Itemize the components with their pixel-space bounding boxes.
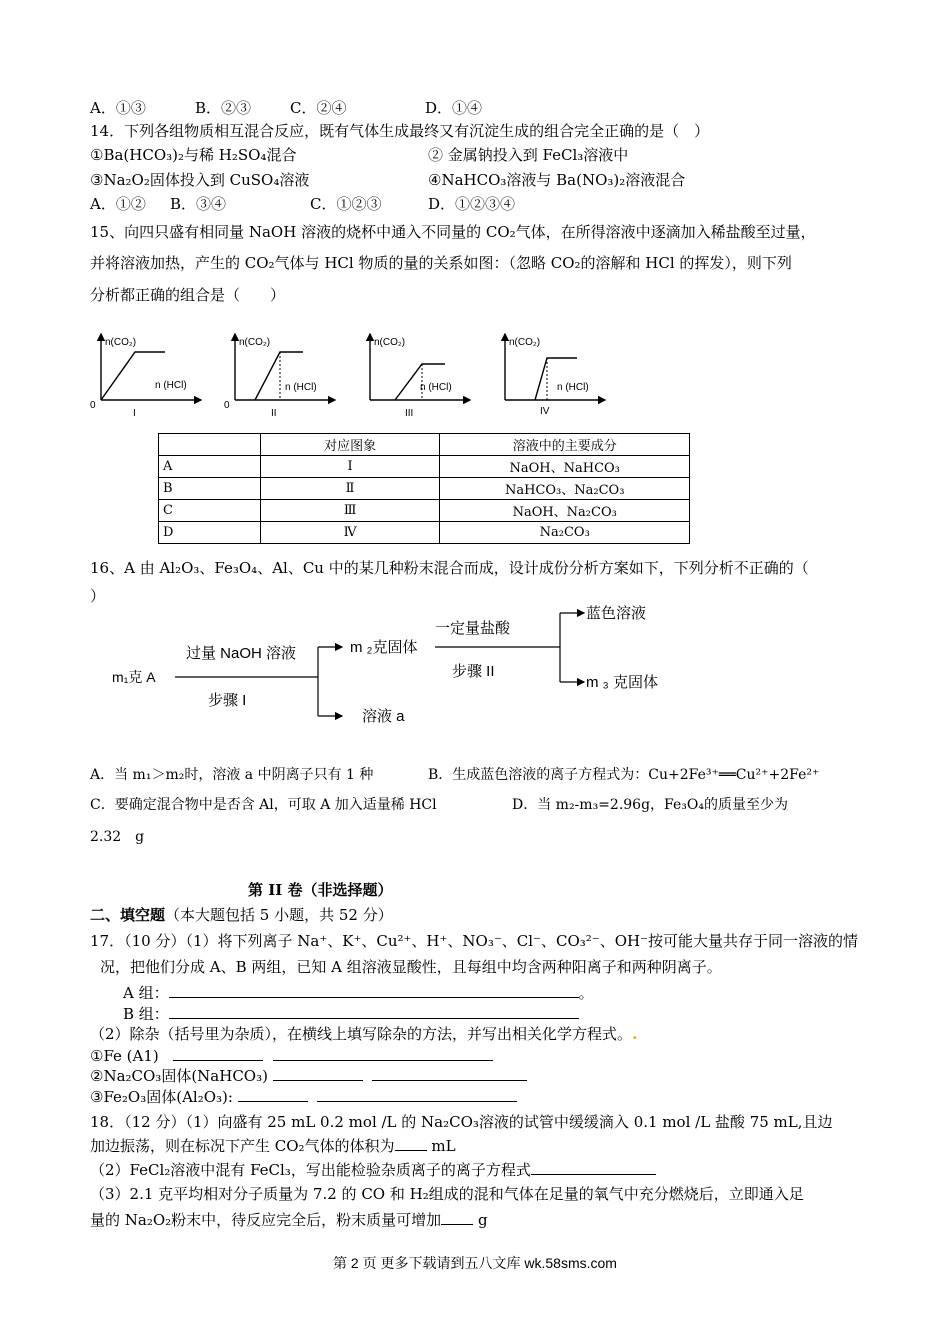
q17-group-b-label: B 组： bbox=[123, 1005, 169, 1023]
q18-line-1: 18．（12 分）（1）向盛有 25 mL 0.2 mol /L 的 Na₂CO₃溶液的试管中缓缓滴入 0.1 mol /L 盐酸 75 mL,且边 bbox=[90, 1113, 833, 1131]
q15-line-2: 并将溶液加热，产生的 CO₂气体与 HCl 物质的量的关系如图：（忽略 CO₂的溶解和 HCl 的挥发），则下列 bbox=[90, 254, 792, 272]
graph-3-xlabel: n (HCl) bbox=[420, 382, 452, 393]
q17-group-b bbox=[123, 1004, 579, 1024]
q16-line-1: 16、A 由 Al₂O₃、Fe₃O₄、Al、Cu 中的某几种粉末混合而成，设计成份分析方案如下，下列分析不正确的（ bbox=[90, 559, 809, 577]
q17-item-2-label: ②Na₂CO₃固体(NaHCO₃) bbox=[90, 1067, 268, 1085]
table-header-cell: 对应图象 bbox=[260, 434, 440, 456]
flow-solid-1: m ₂克固体 bbox=[350, 639, 418, 656]
q17-group-a-label: A 组： bbox=[123, 984, 169, 1002]
table-row bbox=[159, 456, 690, 478]
graph-1-origin: 0 bbox=[90, 400, 96, 411]
graph-1-label: I bbox=[133, 408, 136, 419]
graph-1 bbox=[90, 334, 201, 419]
graph-1-ylabel: n(CO₂) bbox=[105, 337, 137, 348]
table-cell: NaOH、Na₂CO₃ bbox=[440, 500, 690, 522]
section-2-title: 二、填空题 bbox=[90, 906, 166, 924]
flow-start: m₁克 A bbox=[112, 669, 156, 685]
table-row bbox=[159, 522, 690, 544]
q17-line-2: 况，把他们分成 A、B 两组，已知 A 组溶液显酸性，且每组中均含两种阳离子和两种阴离子。 bbox=[100, 958, 722, 976]
graph-2-origin: 0 bbox=[224, 400, 230, 411]
q18-line-2 bbox=[90, 1136, 456, 1156]
table-cell: NaHCO₃、Na₂CO₃ bbox=[440, 478, 690, 500]
q15-table bbox=[158, 433, 690, 544]
graph-2-label: II bbox=[271, 408, 277, 419]
table-cell: Na₂CO₃ bbox=[440, 522, 690, 544]
q17-item-2 bbox=[90, 1066, 527, 1086]
flow-solid-2: m ₃ 克固体 bbox=[586, 674, 658, 691]
q17-part-2 bbox=[90, 1024, 637, 1044]
table-header-cell: 溶液中的主要成分 bbox=[440, 434, 690, 456]
graph-4-ylabel: n(CO₂) bbox=[509, 337, 541, 348]
q18-line-5 bbox=[90, 1210, 488, 1230]
q18-line-2-text: 加边振荡，则在标况下产生 CO₂气体的体积为 bbox=[90, 1137, 395, 1155]
q17-part-2-text: （2）除杂（括号里为杂质），在横线上填写除杂的方法，并写出相关化学方程式。 bbox=[90, 1025, 633, 1043]
q13-option-b: B．②③ bbox=[195, 99, 252, 117]
q17-item-1-blank-equation[interactable] bbox=[273, 1046, 493, 1061]
graph-2-ylabel: n(CO₂) bbox=[239, 337, 271, 348]
q13-option-c: C．②④ bbox=[290, 99, 347, 117]
graph-2-xlabel: n (HCl) bbox=[285, 382, 317, 393]
q17-item-3-label: ③Fe₂O₃固体(Al₂O₃): bbox=[90, 1088, 233, 1106]
q16-flowchart bbox=[100, 595, 700, 735]
q18-mass-unit: g bbox=[477, 1211, 488, 1229]
graph-4-xlabel: n (HCl) bbox=[557, 382, 589, 393]
q17-item-1-blank-method[interactable] bbox=[173, 1046, 263, 1061]
q18-line-5-text: 量的 Na₂O₂粉末中，待反应完全后，粉末质量可增加 bbox=[90, 1211, 442, 1229]
table-cell: A bbox=[159, 456, 261, 478]
q14-option-d: D．①②③④ bbox=[428, 195, 516, 213]
q18-volume-unit: mL bbox=[431, 1137, 456, 1155]
part-2-title: 第 II 卷（非选择题） bbox=[248, 881, 393, 899]
q17-group-a-blank[interactable] bbox=[169, 983, 579, 998]
graph-2 bbox=[224, 334, 335, 419]
q14-item-2: ② 金属钠投入到 FeCl₃溶液中 bbox=[428, 146, 629, 164]
q18-line-4: （3）2.1 克平均相对分子质量为 7.2 的 CO 和 H₂组成的混和气体在足量的氧气中充分燃烧后，立即通入足 bbox=[90, 1185, 804, 1203]
table-cell: Ⅰ bbox=[260, 456, 440, 478]
q17-item-3-blank-equation[interactable] bbox=[317, 1087, 517, 1102]
table-cell: Ⅱ bbox=[260, 478, 440, 500]
page-footer: 第 2 页 更多下载请到五八文库 wk.58sms.com bbox=[333, 1255, 617, 1271]
table-cell: Ⅲ bbox=[260, 500, 440, 522]
q14-option-a: A．①② bbox=[90, 195, 146, 213]
q17-item-3 bbox=[90, 1087, 517, 1107]
q16-option-c: C．要确定混合物中是否含 Al，可取 A 加入适量稀 HCl bbox=[90, 797, 437, 813]
q14-option-b: B．③④ bbox=[170, 195, 227, 213]
flow-step-2: 步骤 II bbox=[452, 663, 495, 680]
q14-stem: 14．下列各组物质相互混合反应，既有气体生成最终又有沉淀生成的组合完全正确的是（ ） bbox=[90, 122, 710, 140]
q18-equation-blank[interactable] bbox=[531, 1160, 656, 1175]
q17-item-1-label: ①Fe (A1) bbox=[90, 1047, 159, 1065]
table-header-cell bbox=[159, 434, 261, 456]
q18-line-3 bbox=[90, 1160, 656, 1180]
graph-3-label: III bbox=[405, 408, 414, 419]
q17-group-a-end: 。 bbox=[578, 984, 594, 1002]
stray-dot: . bbox=[632, 1025, 638, 1043]
graph-3 bbox=[370, 334, 470, 419]
q16-option-a: A．当 m₁＞m₂时，溶液 a 中阴离子只有 1 种 bbox=[90, 767, 374, 783]
graph-4 bbox=[505, 334, 605, 417]
q14-option-c: C．①②③ bbox=[310, 195, 382, 213]
graph-4-label: IV bbox=[540, 406, 550, 417]
q14-item-1: ①Ba(HCO₃)₂与稀 H₂SO₄混合 bbox=[90, 146, 297, 164]
table-row bbox=[159, 500, 690, 522]
q17-item-3-blank-method[interactable] bbox=[238, 1087, 308, 1102]
q18-volume-blank[interactable] bbox=[395, 1136, 427, 1151]
q13-option-a: A．①③ bbox=[90, 99, 146, 117]
q17-group-a bbox=[123, 983, 594, 1003]
q17-item-2-blank-equation[interactable] bbox=[372, 1066, 527, 1081]
table-row bbox=[159, 478, 690, 500]
table-cell: Ⅳ bbox=[260, 522, 440, 544]
graph-1-xlabel: n (HCl) bbox=[155, 380, 187, 391]
q14-item-4: ④NaHCO₃溶液与 Ba(NO₃)₂溶液混合 bbox=[428, 171, 686, 189]
table-cell: NaOH、NaHCO₃ bbox=[440, 456, 690, 478]
graph-3-ylabel: n(CO₂) bbox=[374, 337, 406, 348]
q15-graphs bbox=[85, 328, 625, 420]
q17-item-2-blank-method[interactable] bbox=[273, 1066, 363, 1081]
table-cell: C bbox=[159, 500, 261, 522]
q17-item-1 bbox=[90, 1046, 493, 1066]
flow-solution-a: 溶液 a bbox=[362, 708, 405, 725]
q16-line-2: ） bbox=[90, 587, 106, 605]
flow-reagent-2: 一定量盐酸 bbox=[435, 620, 511, 637]
q16-option-d-cont: 2.32 g bbox=[90, 829, 145, 845]
flow-blue-solution: 蓝色溶液 bbox=[586, 605, 647, 622]
q15-line-1: 15、向四只盛有相同量 NaOH 溶液的烧杯中通入不同量的 CO₂气体，在所得溶液中逐滴加入稀盐酸至过量， bbox=[90, 223, 816, 241]
section-2-header bbox=[90, 905, 393, 925]
q15-line-3: 分析都正确的组合是（ ） bbox=[90, 286, 286, 304]
q18-line-3-text: （2）FeCl₂溶液中混有 FeCl₃，写出能检验杂质离子的离子方程式 bbox=[90, 1161, 531, 1179]
section-2-note: （本大题包括 5 小题，共 52 分） bbox=[165, 906, 393, 924]
q17-group-b-blank[interactable] bbox=[169, 1004, 579, 1019]
q14-item-3: ③Na₂O₂固体投入到 CuSO₄溶液 bbox=[90, 171, 310, 189]
q18-mass-blank[interactable] bbox=[441, 1210, 473, 1225]
table-cell: D bbox=[159, 522, 261, 544]
q13-option-d: D．①④ bbox=[425, 99, 483, 117]
flow-reagent-1: 过量 NaOH 溶液 bbox=[186, 645, 297, 662]
table-cell: B bbox=[159, 478, 261, 500]
q17-line-1: 17．（10 分）（1）将下列离子 Na⁺、K⁺、Cu²⁺、H⁺、NO₃⁻、Cl⁻、CO₃²⁻、OH⁻按可能大量共存于同一溶液的情 bbox=[90, 932, 858, 950]
table-header-row bbox=[159, 434, 690, 456]
flow-step-1: 步骤 I bbox=[208, 692, 247, 709]
q16-option-b: B．生成蓝色溶液的离子方程式为：Cu+2Fe³⁺══Cu²⁺+2Fe²⁺ bbox=[428, 767, 820, 783]
q16-option-d: D．当 m₂-m₃=2.96g，Fe₃O₄的质量至少为 bbox=[512, 797, 788, 813]
